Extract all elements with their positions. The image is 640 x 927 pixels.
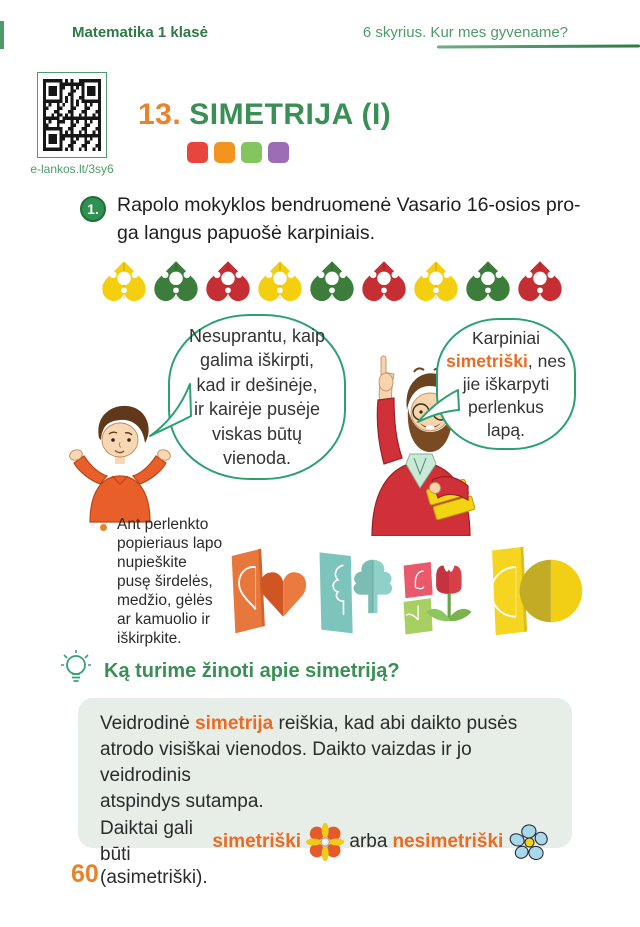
bubble-line: vienoda. (222, 448, 292, 468)
bubble-line: perlenkus (468, 396, 544, 417)
hearts-garland (98, 256, 566, 308)
color-square (187, 142, 208, 163)
color-square (214, 142, 235, 163)
heart-cutout-icon (358, 256, 410, 308)
bubble-line: ir kairėje pusėje (193, 399, 321, 419)
heart-cutout-icon (514, 256, 566, 308)
highlighted-term: simetrija (195, 713, 274, 734)
bullet-dot-icon (100, 524, 107, 531)
bullet-instruction (117, 515, 242, 648)
lightbulb-icon (58, 648, 94, 688)
page-edge-mark (0, 21, 4, 49)
circle-cutout-example-icon (481, 538, 584, 644)
paper-cutout-illustrations (228, 534, 584, 648)
know-question: Ką turime žinoti apie simetriją? (104, 659, 400, 682)
task-text (117, 191, 582, 247)
heart-cutout-icon (410, 256, 462, 308)
bullet-line: nupieškite (117, 554, 187, 571)
definition-line1 (100, 711, 550, 737)
color-squares (187, 142, 289, 163)
highlighted-term: nesimetriški (392, 831, 504, 852)
book-title: Matematika 1 klasė (72, 24, 208, 41)
qr-link-label: e-lankos.lt/3sy6 (30, 162, 114, 176)
definition-line3: atspindys sutampa. (100, 791, 264, 812)
color-square (241, 142, 262, 163)
symmetric-flower-icon (306, 819, 344, 865)
boy-speech-bubble (168, 314, 346, 480)
heart-cutout-example-icon (228, 538, 306, 644)
bubble-line: Karpiniai (471, 327, 541, 348)
bullet-line: Ant perlenkto (117, 516, 209, 533)
bubble-line (446, 350, 566, 373)
bullet-line: popieriaus lapo (117, 535, 223, 552)
definition-text: Daiktai gali būti (100, 818, 193, 865)
teacher-speech-bubble (436, 318, 576, 450)
heart-cutout-icon (150, 256, 202, 308)
qr-code-box (37, 72, 107, 158)
know-section-header (58, 648, 400, 688)
bubble-line-rest: , nes (527, 350, 566, 371)
heart-cutout-icon (306, 256, 358, 308)
definition-line5: (asimetriški). (100, 867, 208, 888)
highlighted-word: simetriški (446, 350, 528, 371)
lesson-title (138, 98, 391, 132)
heart-cutout-icon (98, 256, 150, 308)
bullet-line: iškirpkite. (117, 630, 182, 647)
task-number-badge: 1. (80, 196, 106, 222)
color-square (268, 142, 289, 163)
bubble-line: jie iškarpyti (462, 373, 550, 394)
speech-bubble-tail (414, 386, 460, 424)
definition-text: Veidrodinė (100, 713, 196, 734)
qr-code-icon (43, 79, 101, 151)
bubble-line: lapą. (487, 419, 525, 440)
header-underline (437, 44, 640, 48)
bubble-line: kad ir dešinėje, (196, 374, 318, 395)
definition-text: reiškia, kad abi daikto pusės (273, 713, 518, 734)
bullet-line: ar kamuolio ir (117, 611, 211, 628)
bubble-line: viskas būtų (211, 423, 303, 444)
heart-cutout-icon (462, 256, 514, 308)
chapter-title: 6 skyrius. Kur mes gyvename? (362, 24, 568, 41)
heart-cutout-icon (254, 256, 306, 308)
definition-text: arba (349, 831, 388, 852)
lesson-number: 13. (138, 98, 182, 131)
tulip-cutout-example-icon (400, 538, 473, 644)
tree-cutout-example-icon (314, 538, 392, 644)
bullet-line: pusę širdelės, (117, 573, 213, 590)
bullet-line: medžio, gėlės (117, 592, 213, 609)
lesson-title-text: SIMETRIJA (I) (189, 98, 392, 131)
task-text-line1: Rapolo mokyklos bendruomenė Vasario 16-osios pro- (117, 194, 581, 216)
definition-line2: atrodo visiškai vienodos. Daikto vaizdas ir jo veidrodinis (100, 739, 472, 786)
speech-bubble-tail (146, 378, 192, 440)
task-text-line2: ga langus papuošė karpiniais. (117, 222, 376, 244)
heart-cutout-icon (202, 256, 254, 308)
highlighted-term: simetriški (212, 831, 302, 852)
asymmetric-flower-icon (508, 819, 550, 866)
bubble-line: galima iškirpti, (199, 350, 315, 370)
definition-line4 (100, 819, 550, 865)
bubble-line: Nesuprantu, kaip (188, 325, 326, 346)
page-number: 60 (71, 860, 99, 888)
